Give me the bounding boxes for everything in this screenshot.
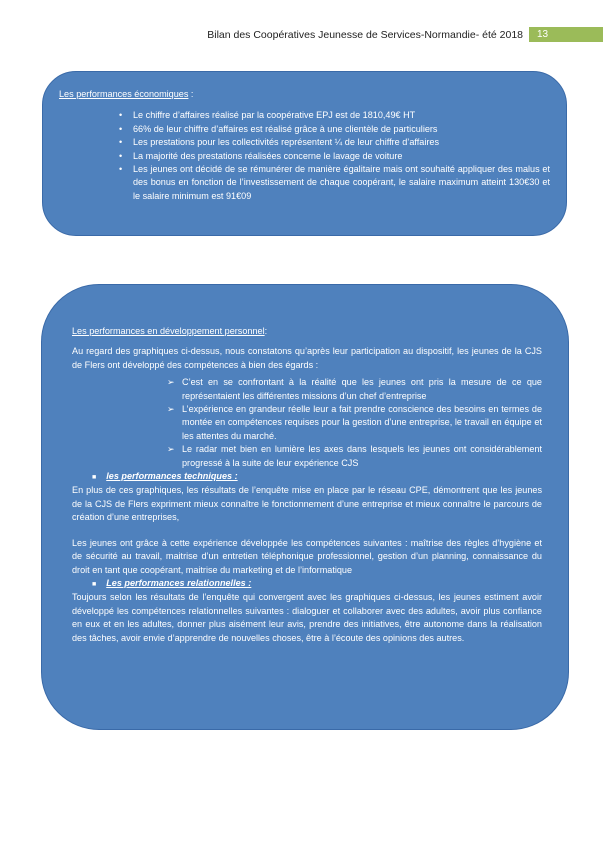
technical-paragraph: En plus de ces graphiques, les résultats de l’enquête mise en place par le réseau CPE, démontrent que les jeunes de la CJS de Flers expriment mieux connaître le fonctionnement d’une entreprise et mieux connaître le parcours de création d’une entreprises, xyxy=(72,485,542,523)
technical-subheading xyxy=(72,470,542,484)
page-number-badge: 13 xyxy=(529,27,603,42)
personal-heading-line xyxy=(72,325,542,338)
list-item: ➢ Le radar met bien en lumière les axes dans lesquels les jeunes ont considérablement progressé à la suite de leur expérience CJS xyxy=(167,443,542,470)
arrow-bullet-list xyxy=(72,376,542,470)
technical-heading: les performances techniques : xyxy=(106,471,238,482)
relational-paragraph: Toujours selon les résultats de l’enquête qui convergent avec les graphiques ci-dessus, les jeunes estiment avoir développé les compétences relationnelles suivantes : dialoguer et collaborer avec des adultes, avoir plus confiance en eux et en les adultes, donner plus aisément leur avis, prendre des initiatives, être autonome dans la réalisation des tâches, avoir envie d’apprendre de nouvelles choses, être à l’écoute des opinions des autres. xyxy=(72,592,542,643)
list-item: • Les jeunes ont décidé de se rémunérer de manière égalitaire mais ont souhaité appliquer des malus et des bonus en fonction de l’investissement de chaque coopérant, le salaire maximum atteint 130€30 et le salaire minimum est 91€09 xyxy=(119,163,550,203)
list-item: ➢ C’est en se confrontant à la réalité que les jeunes ont pris la mesure de ce que représentaient les différentes missions d’un chef d’entreprise xyxy=(167,376,542,403)
list-item: • Les prestations pour les collectivités représentent ¼ de leur chiffre d’affaires xyxy=(119,136,550,149)
square-bullet-icon: ■ xyxy=(92,474,97,482)
skills-paragraph: Les jeunes ont grâce à cette expérience développée les compétences suivantes : maîtrise des règles d’hygiène et de sécurité au travail, maitrise d’un entretien téléphonique professionnel, gestion d’un planning, connaissance du droit en tant que coopérant, maitrise du marketing et de l’informatique xyxy=(72,537,542,575)
list-item: • 66% de leur chiffre d’affaires est réalisé grâce à une clientèle de particuliers xyxy=(119,123,550,136)
economic-heading: Les performances économiques xyxy=(59,89,189,99)
personal-development-box xyxy=(41,284,569,730)
personal-heading-colon: : xyxy=(264,326,268,336)
economic-heading-colon: : xyxy=(188,89,194,99)
square-bullet-icon: ■ xyxy=(92,580,97,588)
intro-paragraph: Au regard des graphiques ci-dessus, nous constatons qu’après leur participation au dispositif, les jeunes de la CJS de Flers ont développé des compétences à bien des égards : xyxy=(72,346,542,370)
list-item: ➢ L’expérience en grandeur réelle leur a fait prendre conscience des besoins en termes de montée en compétences requises pour la gestion d’une entreprise, le travail en équipe et les attentes du marché. xyxy=(167,403,542,443)
economic-bullet-list xyxy=(59,109,550,203)
page-header xyxy=(0,27,603,43)
relational-subheading xyxy=(72,577,542,591)
economic-performance-box xyxy=(42,71,567,236)
economic-heading-line xyxy=(59,88,550,101)
list-item: • La majorité des prestations réalisées concerne le lavage de voiture xyxy=(119,150,550,163)
personal-heading: Les performances en développement personnel xyxy=(72,326,265,336)
document-title: Bilan des Coopératives Jeunesse de Services-Normandie- été 2018 xyxy=(207,29,523,41)
list-item: • Le chiffre d’affaires réalisé par la coopérative EPJ est de 1810,49€ HT xyxy=(119,109,550,122)
relational-heading: Les performances relationnelles : xyxy=(106,577,252,588)
